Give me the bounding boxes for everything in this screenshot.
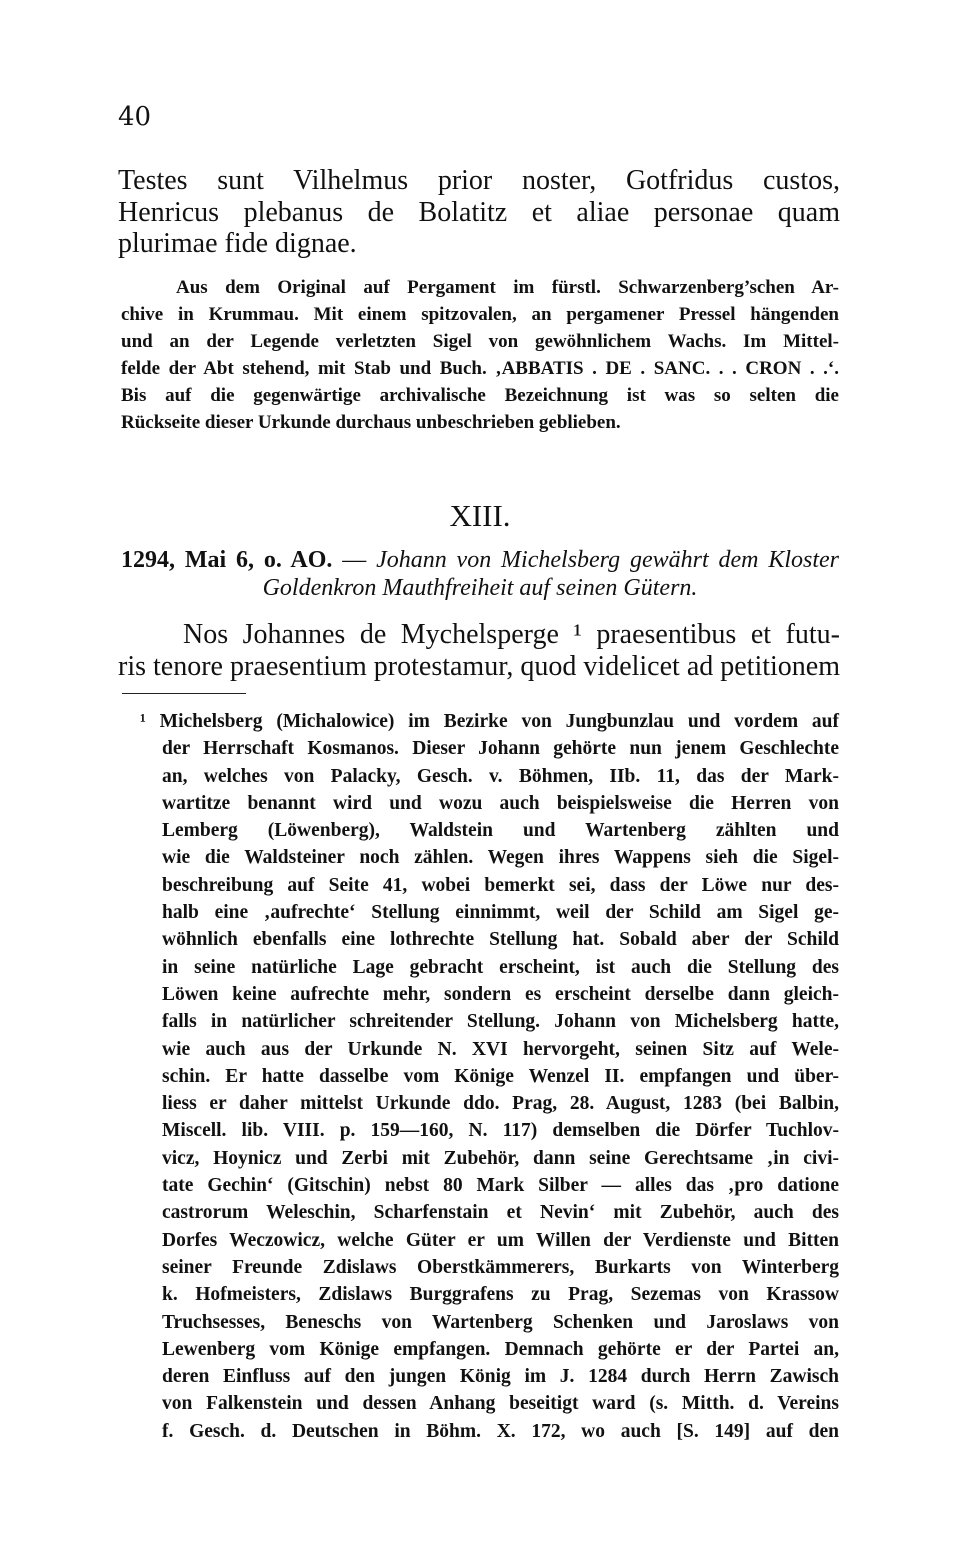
footnote-line: Lemberg (Löwenberg), Waldstein und Wartenberg zählten und <box>162 820 839 842</box>
footnote-line: wöhnlich ebenfalls eine lothrechte Stellung hat. Sobald aber der Schild <box>162 929 839 951</box>
footnote-line: vicz, Hoynicz und Zerbi mit Zubehör, dann seine Gerechtsame ‚in civi- <box>162 1147 839 1169</box>
charter-header-line <box>121 546 839 574</box>
footnote-line: in seine natürliche Lage gebracht erscheint, ist auch die Stellung des <box>162 956 839 978</box>
footnote-line: beschreibung auf Seite 41, wobei bemerkt sei, dass der Löwe nur des- <box>162 874 839 896</box>
footnote-line: f. Gesch. d. Deutschen in Böhm. X. 172, wo auch [S. 149] auf den <box>162 1420 839 1442</box>
source-note <box>121 274 839 436</box>
charter-date: 1294, Mai 6, o. AO. <box>121 547 333 573</box>
footnote-line: schin. Er hatte dasselbe vom Könige Wenzel II. empfangen und über- <box>162 1065 839 1087</box>
footnote-line: k. Hofmeisters, Zdislaws Burggrafens zu Prag, Sezemas von Krassow <box>162 1284 839 1306</box>
witness-paragraph <box>118 165 840 260</box>
charter-summary-line: Johann von Michelsberg gewährt dem Kloster <box>376 547 839 573</box>
footnote-line: der Herrschaft Kosmanos. Dieser Johann gehörte nun jenem Geschlechte <box>162 738 839 760</box>
text-line: Rückseite dieser Urkunde durchaus unbeschrieben geblieben. <box>121 412 621 433</box>
footnote-divider <box>122 693 246 694</box>
text-line: felde der Abt stehend, mit Stab und Buch. ‚ABBATIS . DE . SANC. . . CRON . .‘. <box>121 358 839 379</box>
text-line: Nos Johannes de Mychelsperge ¹ praesentibus et futu- <box>183 619 840 650</box>
text-line: und an der Legende verletzten Sigel von gewöhnlichem Wachs. Im Mittel- <box>121 331 839 352</box>
text-line: Testes sunt Vilhelmus prior noster, Gotfridus custos, <box>118 165 840 196</box>
text-line: chive in Krummau. Mit einem spitzovalen, an pergamener Pressel hängenden <box>121 304 839 325</box>
footnote-line: halb eine ‚aufrechte‘ Stellung einnimmt, weil der Schild am Sigel ge- <box>162 902 839 924</box>
footnote-line: Truchsesses, Beneschs von Wartenberg Schenken und Jaroslaws von <box>162 1311 839 1333</box>
footnote-line: ¹ Michelsberg (Michalowice) im Bezirke von Jungbunzlau und vordem auf <box>140 711 839 732</box>
charter-header <box>121 546 839 602</box>
footnote-line: wartitze benannt wird und wozu auch beispielsweise die Herren von <box>162 792 839 814</box>
footnote-line: wie die Waldsteiner noch zählen. Wegen ihres Wappens sieh die Sigel- <box>162 847 839 869</box>
footnote-line: tate Gechin‘ (Gitschin) nebst 80 Mark Silber — alles das ‚pro datione <box>162 1175 839 1197</box>
footnote-line: an, welches von Palacky, Gesch. v. Böhmen, IIb. 11, das der Mark- <box>162 765 839 787</box>
footnote-line: Löwen keine aufrechte mehr, sondern es erscheint derselbe dann gleich- <box>162 983 839 1005</box>
charter-dash: — <box>342 547 367 573</box>
footnote-line: Miscell. lib. VIII. p. 159—160, N. 117) demselben die Dörfer Tuchlov- <box>162 1120 839 1142</box>
text-line: Bis auf die gegenwärtige archivalische Bezeichnung ist was so selten die <box>121 385 839 406</box>
page-number: 40 <box>118 102 152 132</box>
footnote-line: Dorfes Weczowicz, welche Güter er um Willen der Verdienste und Bitten <box>162 1229 839 1251</box>
footnote-line: deren Einfluss auf den jungen König im J. 1284 durch Herrn Zawisch <box>162 1366 839 1388</box>
footnote-line: liess er daher mittelst Urkunde ddo. Prag, 28. August, 1283 (bei Balbin, <box>162 1093 839 1115</box>
footnote <box>140 708 839 1445</box>
section-heading: XIII. <box>449 498 511 533</box>
footnote-line: von Falkenstein und dessen Anhang beseitigt ward (s. Mitth. d. Vereins <box>162 1393 839 1415</box>
footnote-line: castrorum Weleschin, Scharfenstain et Nevin‘ mit Zubehör, auch des <box>162 1202 839 1224</box>
footnote-line: seiner Freunde Zdislaws Oberstkämmerers, Burkarts von Winterberg <box>162 1256 839 1278</box>
text-line: plurimae fide dignae. <box>118 228 357 259</box>
text-line: Aus dem Original auf Pergament im fürstl. Schwarzenberg’schen Ar- <box>176 277 839 298</box>
footnote-line: falls in natürlicher schreitender Stellung. Johann von Michelsberg hatte, <box>162 1011 839 1033</box>
text-line: Henricus plebanus de Bolatitz et aliae personae quam <box>118 196 840 228</box>
footnote-line: wie auch aus der Urkunde N. XVI hervorgeht, seinen Sitz auf Wele- <box>162 1038 839 1060</box>
charter-text <box>118 619 840 682</box>
footnote-line: Lewenberg vom Könige empfangen. Demnach gehörte er der Partei an, <box>162 1338 839 1360</box>
charter-summary-line: Goldenkron Mauthfreiheit auf seinen Gütern. <box>262 575 698 601</box>
text-line: ris tenore praesentium protestamur, quod videlicet ad petitionem <box>118 650 840 682</box>
